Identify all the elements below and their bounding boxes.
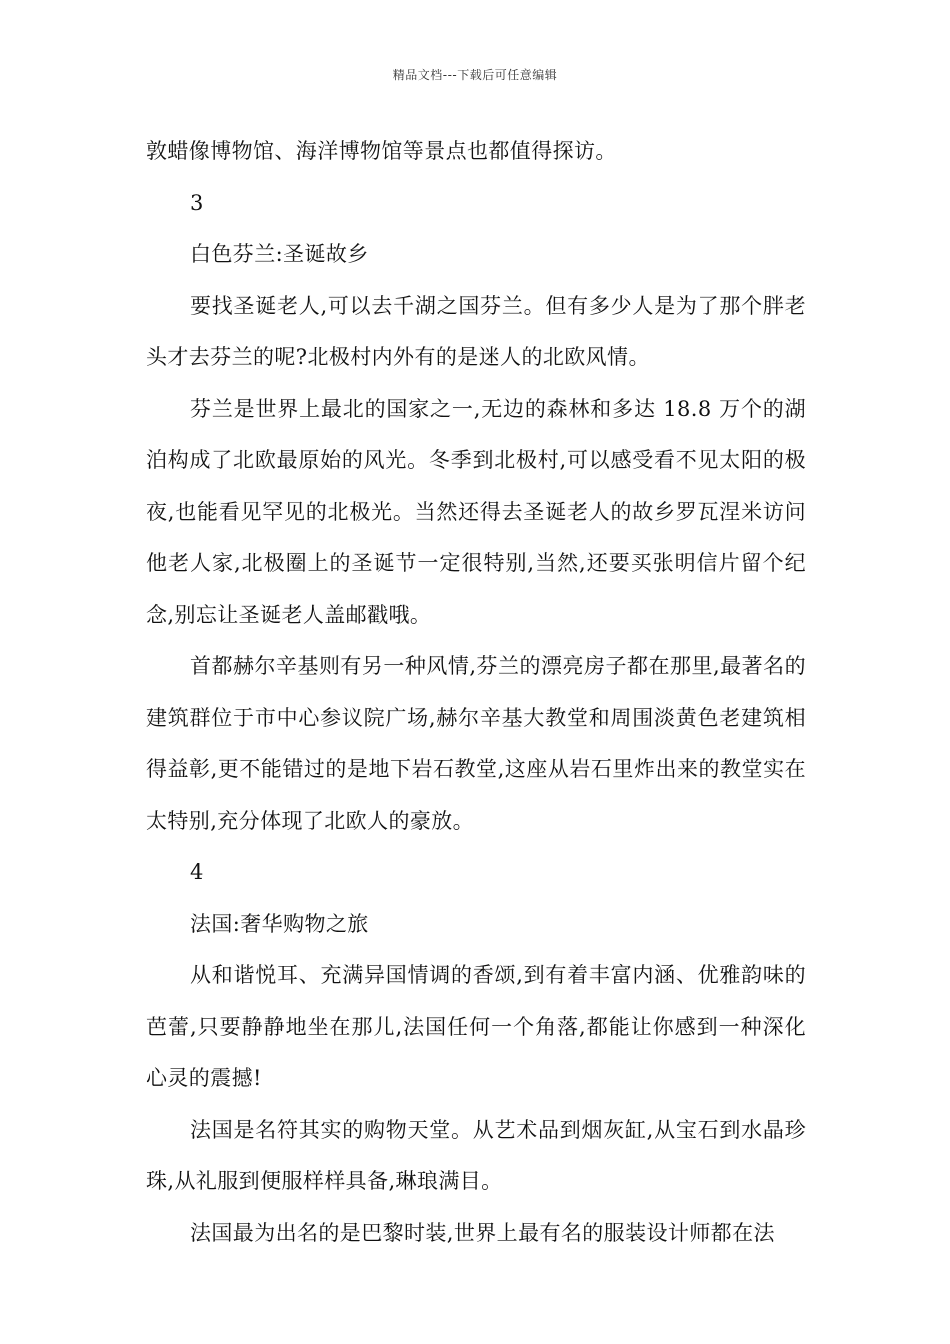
paragraph-continuation: 敦蜡像博物馆、海洋博物馆等景点也都值得探访。 [146, 139, 617, 163]
section-number: 3 [190, 190, 204, 215]
paragraph: 法国是名符其实的购物天堂。从艺术品到烟灰缸,从宝石到水晶珍珠,从礼服到便服样样具备,琳琅满目。 [146, 1117, 806, 1193]
section-number: 4 [190, 860, 204, 884]
paragraph: 芬兰是世界上最北的国家之一,无边的森林和多达 18.8 万个的湖泊构成了北欧最原始的风光。冬季到北极村,可以感受看不见太阳的极夜,也能看见罕见的北极光。当然还得去圣诞老人的故乡罗瓦涅米访问他老人家,北极圈上的圣诞节一定很特别,当然,还要买张明信片留个纪念,别忘让圣诞老人盖邮戳哦。 [146, 396, 806, 627]
paragraph: 从和谐悦耳、充满异国情调的香颂,到有着丰富内涵、优雅韵味的芭蕾,只要静静地坐在那儿,法国任何一个角落,都能让你感到一种深化心灵的震撼! [146, 963, 806, 1090]
document-body [146, 126, 806, 1259]
section-heading: 白色芬兰:圣诞故乡 [190, 242, 369, 266]
paragraph: 法国最为出名的是巴黎时装,世界上最有名的服装设计师都在法 [190, 1220, 775, 1245]
page-header: 精品文档---下载后可任意编辑 [392, 68, 558, 82]
section-heading: 法国:奢华购物之旅 [190, 911, 369, 936]
paragraph: 首都赫尔辛基则有另一种风情,芬兰的漂亮房子都在那里,最著名的建筑群位于市中心参议院广场,赫尔辛基大教堂和周围淡黄色老建筑相得益彰,更不能错过的是地下岩石教堂,这座从岩石里炸出来的教堂实在太特别,充分体现了北欧人的豪放。 [146, 654, 806, 833]
paragraph: 要找圣诞老人,可以去千湖之国芬兰。但有多少人是为了那个胖老头才去芬兰的呢?北极村内外有的是迷人的北欧风情。 [146, 293, 806, 369]
